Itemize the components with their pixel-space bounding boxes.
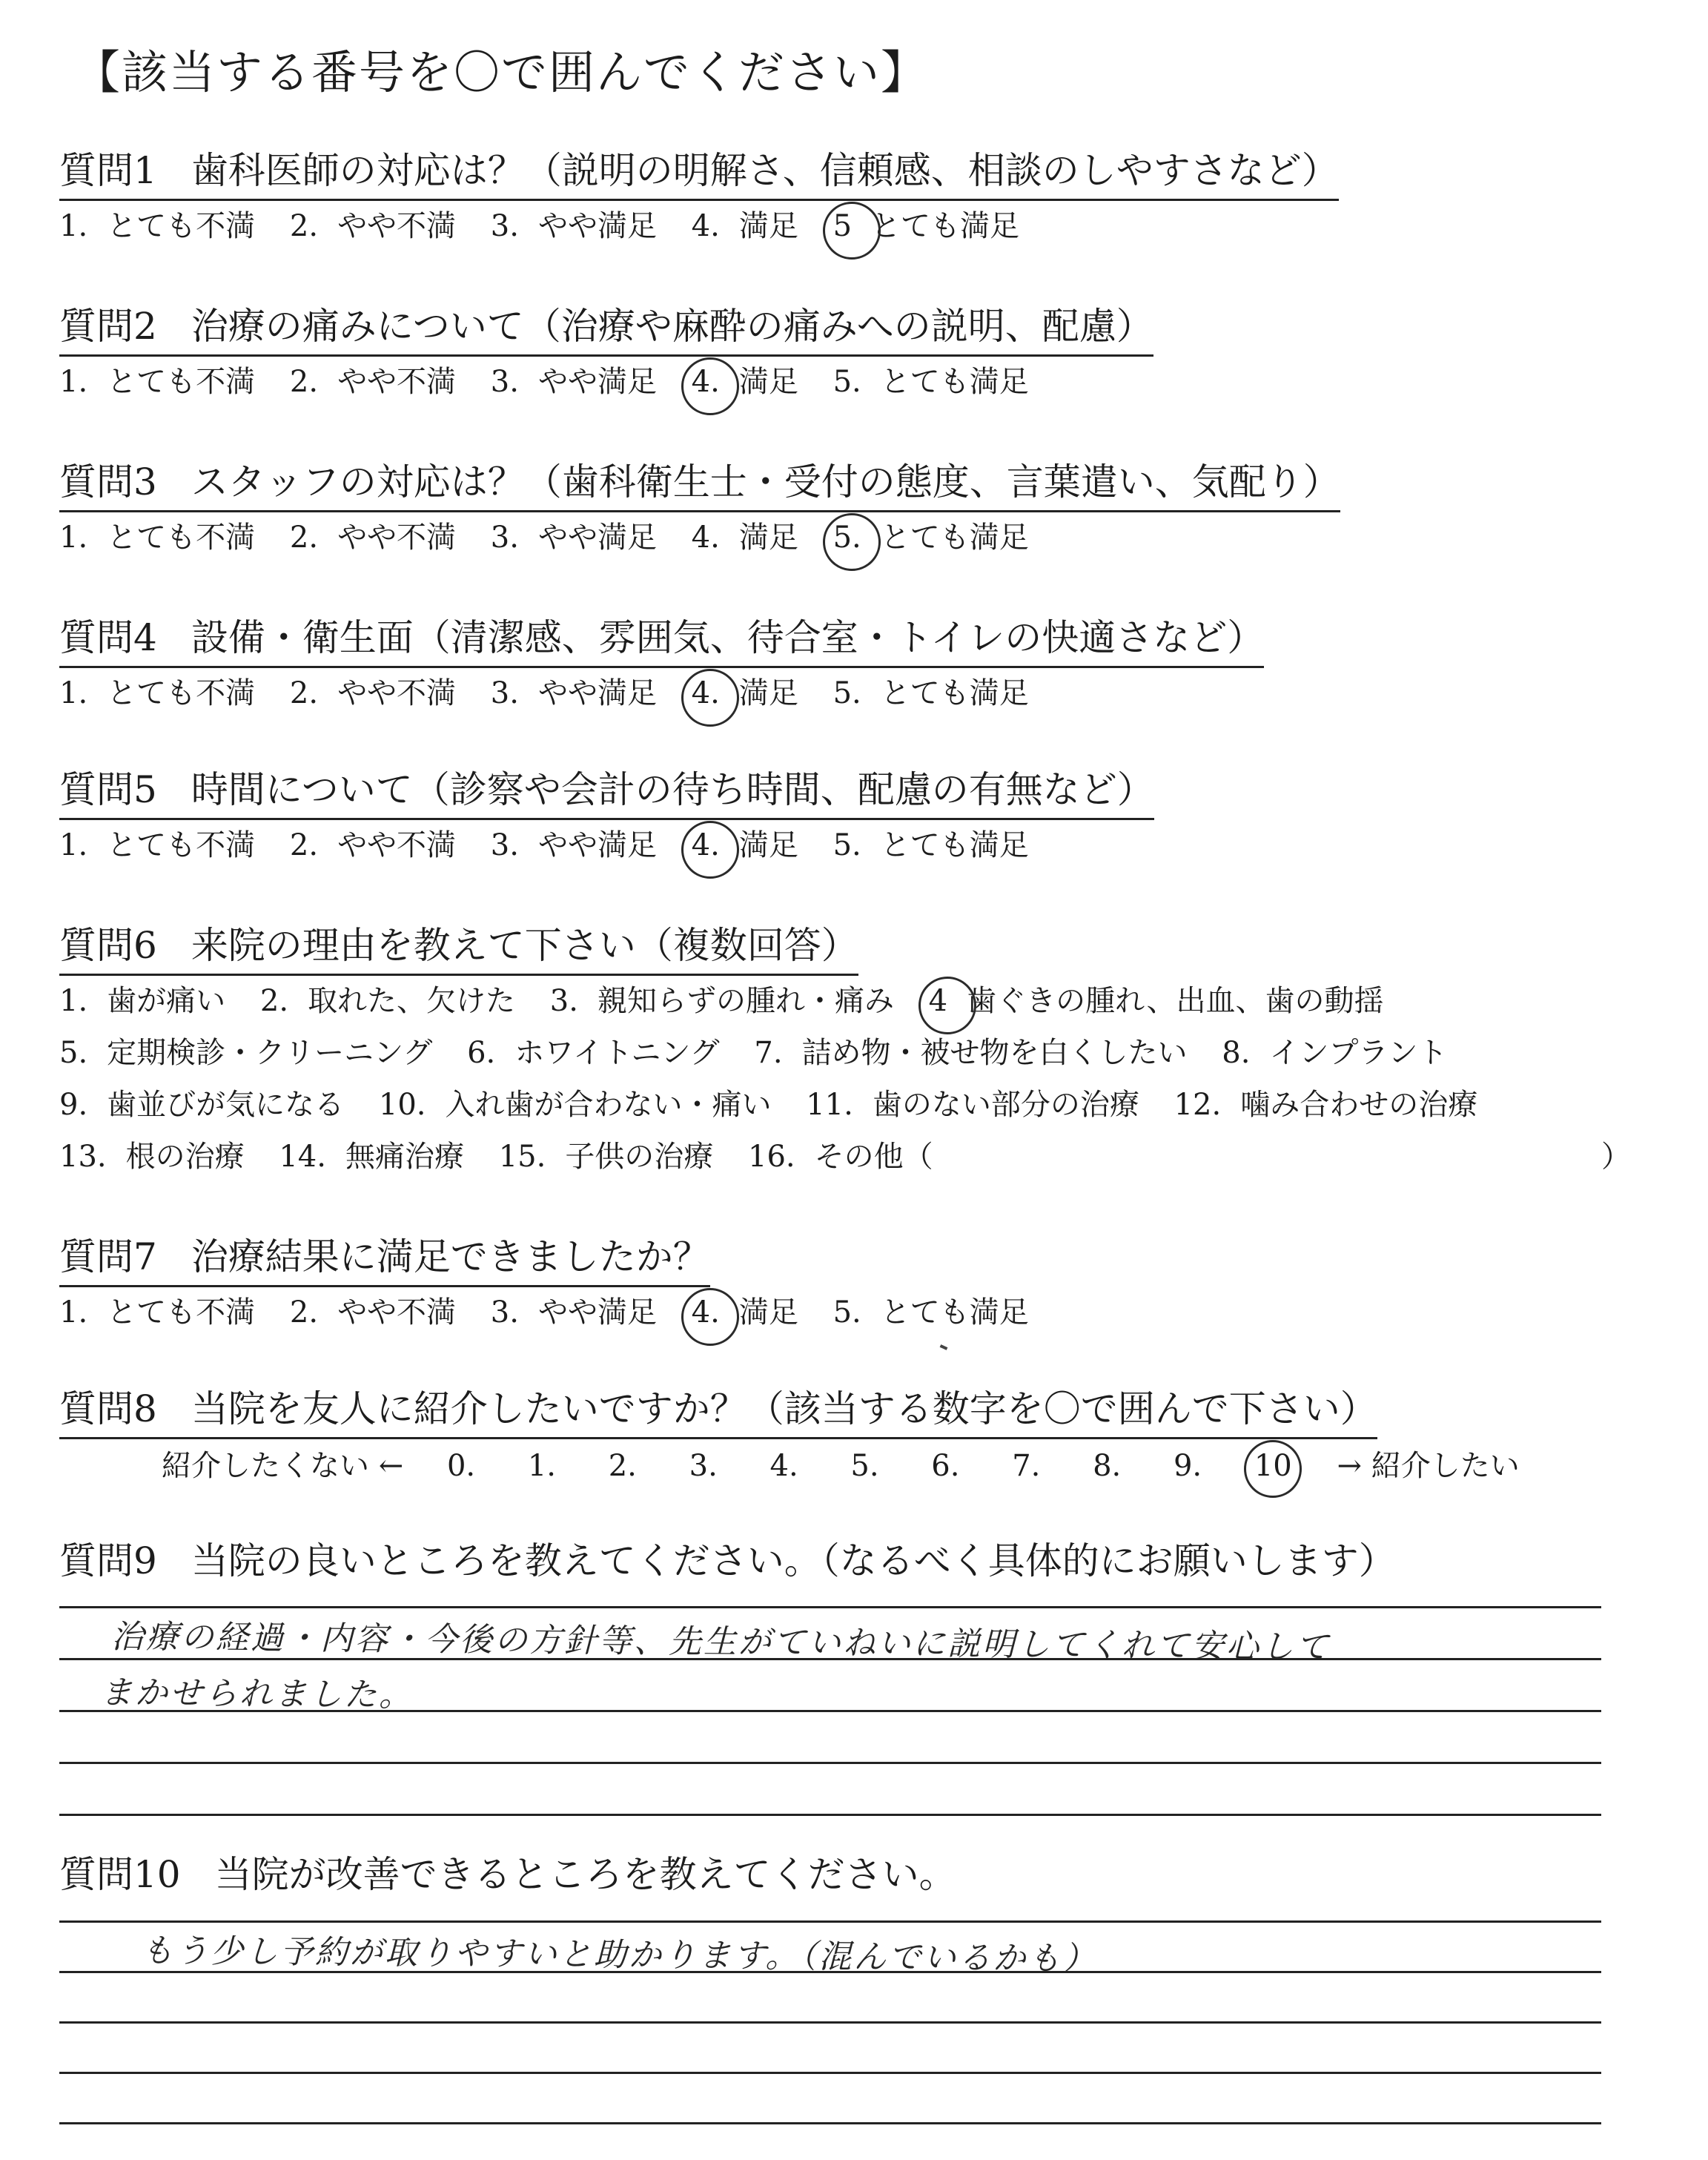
q6-option-6[interactable]: 6. ホワイトニング	[467, 1036, 720, 1070]
question-8-scale	[162, 1447, 1520, 1484]
q6-option-9[interactable]: 9. 歯並びが気になる	[59, 1088, 345, 1122]
q2-option-2[interactable]: 2. やや不満	[289, 365, 457, 399]
question-1-label: 質問1	[59, 149, 157, 192]
stray-pen-mark	[940, 1344, 948, 1350]
scale-9[interactable]: 9.	[1173, 1449, 1202, 1483]
q4-option-4[interactable]: 4. 満足	[691, 676, 798, 710]
q4-option-2[interactable]: 2. やや不満	[289, 676, 457, 710]
answer-line	[59, 2072, 1601, 2074]
question-9-label: 質問9	[59, 1539, 157, 1582]
q2-option-1[interactable]: 1. とても不満	[59, 365, 256, 399]
q7-option-3[interactable]: 3. やや満足	[490, 1295, 657, 1330]
q3-option-1[interactable]: 1. とても不満	[59, 521, 256, 555]
q6-option-3[interactable]: 3. 親知らずの腫れ・痛み	[549, 984, 894, 1018]
q5-option-4[interactable]: 4. 満足	[691, 828, 798, 862]
q6-option-14[interactable]: 14. 無痛治療	[279, 1140, 464, 1174]
q7-option-5[interactable]: 5. とても満足	[833, 1295, 1029, 1330]
answer-line	[59, 1920, 1601, 1923]
question-6-row-4	[59, 1138, 1631, 1175]
question-7-text: 治療結果に満足できましたか？	[191, 1235, 710, 1278]
question-9-text: 当院の良いところを教えてください。（なるべく具体的にお願いします）	[191, 1539, 1396, 1582]
q4-option-1[interactable]: 1. とても不満	[59, 676, 256, 710]
circled-mark: 4.	[691, 676, 720, 710]
q7-option-4[interactable]: 4. 満足	[691, 1295, 798, 1330]
q5-option-1[interactable]: 1. とても不満	[59, 828, 256, 862]
q5-option-5[interactable]: 5. とても満足	[833, 828, 1029, 862]
question-6-title	[59, 923, 858, 976]
question-5-label: 質問5	[59, 768, 157, 811]
q6-option-13[interactable]: 13. 根の治療	[59, 1140, 245, 1174]
scale-4[interactable]: 4.	[769, 1449, 798, 1483]
q6-option-12[interactable]: 12. 噛み合わせの治療	[1174, 1088, 1478, 1122]
q1-option-1[interactable]: 1. とても不満	[59, 209, 256, 243]
q6-option-5[interactable]: 5. 定期検診・クリーニング	[59, 1036, 433, 1070]
question-6-row-1	[59, 982, 1409, 1020]
q2-option-5[interactable]: 5. とても満足	[833, 365, 1029, 399]
answer-line	[59, 2021, 1601, 2024]
question-6-row-3	[59, 1086, 1503, 1123]
question-2-title	[59, 304, 1153, 357]
q4-option-5[interactable]: 5. とても満足	[833, 676, 1029, 710]
q1-option-5[interactable]: 5 とても満足	[833, 209, 1020, 243]
question-9-title	[59, 1539, 1396, 1589]
q5-option-3[interactable]: 3. やや満足	[490, 828, 657, 862]
question-2-options	[59, 363, 1054, 400]
q6-option-15[interactable]: 15. 子供の治療	[498, 1140, 714, 1174]
scale-0[interactable]: 0.	[446, 1449, 476, 1483]
question-3-label: 質問3	[59, 460, 157, 503]
circled-mark: 4	[928, 984, 948, 1018]
question-7-label: 質問7	[59, 1235, 157, 1278]
answer-line	[59, 1814, 1601, 1816]
question-10-text: 当院が改善できるところを教えてください。	[214, 1853, 956, 1896]
question-8-title	[59, 1387, 1377, 1439]
question-4-title	[59, 615, 1264, 668]
scale-6[interactable]: 6.	[931, 1449, 960, 1483]
question-6-text: 来院の理由を教えて下さい（複数回答）	[191, 924, 858, 967]
question-6-row-2	[59, 1034, 1472, 1071]
q10-handwritten-answer-line-1[interactable]: もう少し予約が取りやすいと助かります。（混んでいるかも）	[140, 1932, 1098, 1978]
q3-option-2[interactable]: 2. やや不満	[289, 521, 457, 555]
q6-option-10[interactable]: 10. 入れ歯が合わない・痛い	[378, 1088, 772, 1122]
answer-line	[59, 1762, 1601, 1764]
q6-option-4[interactable]: 4 歯ぐきの腫れ、出血、歯の動揺	[928, 984, 1384, 1018]
q6-other-close-paren: ）	[1601, 1140, 1631, 1174]
q9-handwritten-answer-line-1[interactable]: 治療の経過・内容・今後の方針等、先生がていねいに説明してくれて安心して	[110, 1617, 1331, 1667]
question-3-title	[59, 460, 1340, 512]
circled-mark: 4.	[691, 828, 720, 862]
q6-option-16[interactable]: 16. その他（	[748, 1140, 933, 1174]
circled-mark: 4.	[691, 1295, 720, 1330]
q1-option-3[interactable]: 3. やや満足	[490, 209, 657, 243]
scale-right-label: → 紹介したい	[1337, 1449, 1520, 1483]
scale-8[interactable]: 8.	[1093, 1449, 1122, 1483]
question-10-label: 質問10	[59, 1853, 181, 1896]
question-10-title	[59, 1852, 956, 1903]
q6-option-8[interactable]: 8. インプラント	[1222, 1036, 1448, 1070]
question-6-label: 質問6	[59, 924, 157, 967]
scale-3[interactable]: 3.	[689, 1449, 718, 1483]
q6-option-1[interactable]: 1. 歯が痛い	[59, 984, 226, 1018]
q4-option-3[interactable]: 3. やや満足	[490, 676, 657, 710]
q1-option-4[interactable]: 4. 満足	[691, 209, 798, 243]
scale-10-circled[interactable]: 10	[1254, 1449, 1292, 1483]
scale-1[interactable]: 1.	[527, 1449, 557, 1483]
question-1-text: 歯科医師の対応は？（説明の明解さ、信頼感、相談のしやすさなど）	[191, 149, 1339, 192]
question-3-options	[59, 519, 1054, 556]
q6-option-7[interactable]: 7. 詰め物・被せ物を白くしたい	[754, 1036, 1188, 1070]
scale-2[interactable]: 2.	[608, 1449, 637, 1483]
question-7-options	[59, 1294, 1054, 1331]
q3-option-3[interactable]: 3. やや満足	[490, 521, 657, 555]
circled-mark: 4.	[691, 365, 720, 399]
circled-mark: 5	[833, 209, 853, 243]
q1-option-2[interactable]: 2. やや不満	[289, 209, 457, 243]
q7-option-1[interactable]: 1. とても不満	[59, 1295, 256, 1330]
scale-7[interactable]: 7.	[1012, 1449, 1041, 1483]
q9-handwritten-answer-line-2[interactable]: まかせられました。	[99, 1674, 414, 1714]
question-7-title	[59, 1235, 710, 1287]
question-1-title	[59, 148, 1339, 201]
question-2-text: 治療の痛みについて（治療や麻酔の痛みへの説明、配慮）	[191, 305, 1153, 348]
question-5-title	[59, 767, 1154, 820]
q5-option-2[interactable]: 2. やや不満	[289, 828, 457, 862]
question-1-options	[59, 208, 1045, 245]
scale-left-label: 紹介したくない ←	[162, 1449, 404, 1483]
q3-option-5[interactable]: 5. とても満足	[833, 521, 1029, 555]
answer-line	[59, 2122, 1601, 2124]
question-3-text: スタッフの対応は？（歯科衛生士・受付の態度、言葉遣い、気配り）	[191, 460, 1340, 503]
q2-option-3[interactable]: 3. やや満足	[490, 365, 657, 399]
question-8-label: 質問8	[59, 1387, 157, 1430]
q7-option-2[interactable]: 2. やや不満	[289, 1295, 457, 1330]
question-5-options	[59, 827, 1054, 864]
question-8-text: 当院を友人に紹介したいですか？（該当する数字を〇で囲んで下さい）	[191, 1387, 1377, 1430]
q6-option-11[interactable]: 11. 歯のない部分の治療	[806, 1088, 1139, 1122]
question-4-options	[59, 675, 1054, 712]
scale-5[interactable]: 5.	[850, 1449, 879, 1483]
q2-option-4[interactable]: 4. 満足	[691, 365, 798, 399]
question-4-label: 質問4	[59, 616, 157, 659]
question-2-label: 質問2	[59, 305, 157, 348]
circled-mark: 5.	[833, 521, 861, 555]
question-5-text: 時間について（診察や会計の待ち時間、配慮の有無など）	[191, 768, 1154, 811]
q6-option-2[interactable]: 2. 取れた、欠けた	[259, 984, 516, 1018]
question-4-text: 設備・衛生面（清潔感、雰囲気、待合室・トイレの快適さなど）	[191, 616, 1265, 659]
q3-option-4[interactable]: 4. 満足	[691, 521, 798, 555]
page-title: 【該当する番号を〇で囲んでください】	[74, 45, 929, 99]
answer-line	[59, 1606, 1601, 1608]
